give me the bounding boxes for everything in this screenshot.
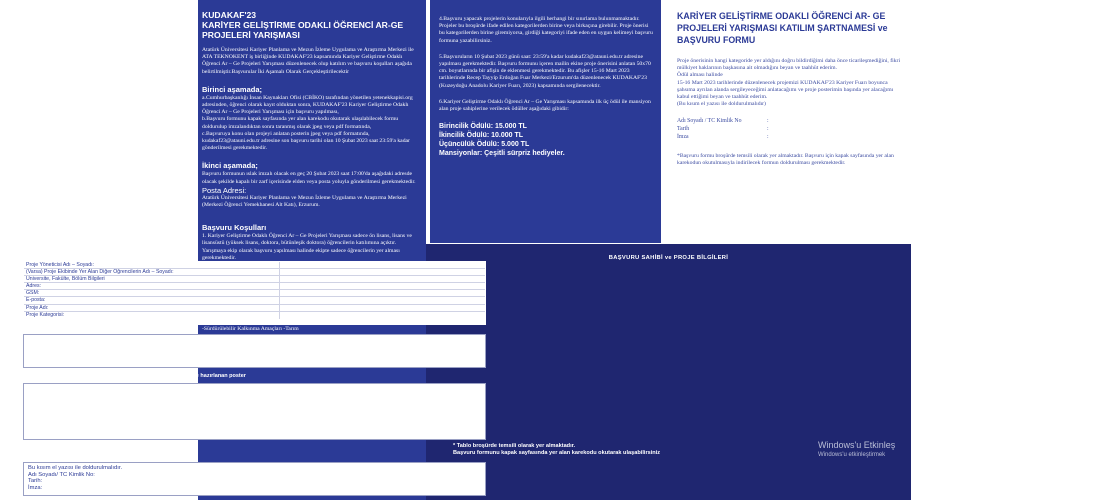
row-value-cell[interactable] (280, 305, 485, 311)
row-label: Üniversite, Fakülte, Bölüm Bilgileri (24, 276, 280, 282)
row-value-cell[interactable] (280, 269, 485, 275)
table-row (24, 262, 485, 269)
field-signature (677, 134, 903, 142)
poster-label: Projemizi anlatan ve KUDAKAF'23 kapsamında sergilenmek üzere hazırlanan poster (27, 373, 246, 379)
row-label: (Varsa) Proje Ekibinde Yer Alan Diğer Öğrencilerin Adı – Soyadı: (24, 269, 280, 275)
row-value-cell[interactable] (280, 262, 485, 268)
form-notes (453, 443, 660, 457)
signature-box[interactable] (23, 462, 486, 496)
left-title: KUDAKAF'23 KARİYER GELİŞTİRME ODAKLI ÖĞRENCİ AR-GE PROJELERİ YARIŞMASI (202, 10, 404, 40)
declaration-fields (677, 118, 903, 141)
row-value-cell[interactable] (280, 283, 485, 289)
condition-1: 1. Kariyer Geliştirme Odaklı Öğrenci Ar – Ge Projeleri Yarışması sadece ön lisans, lisans ve lisansüstü (yüksek lisans, doktora, bütünleşik doktora) öğrencilerin katılımına açıktır. Yarışmaya ekip olarak başvuru yapılması halinde ekipte sadece öğrencilerin yer alması gerekmektedir. (202, 233, 412, 261)
applicant-info-table (23, 261, 486, 325)
row-label: Proje Yöneticisi Adı – Soyadı: (24, 262, 280, 268)
paragraph-6: 6.Kariyer Geliştirme Odaklı Öğrenci Ar – Ge Yarışması kapsamında ilk üç ödül ile mansiyon alan proje sahiplerine verilecek ödüller aşağıdaki gibidir: (439, 98, 651, 113)
row-value-cell[interactable] (280, 290, 485, 296)
paragraph-5: 5.Başvuruların 10 Şubat 2023 günü saat: 23:59'a kadar kudakaf23@atauni.edu.tr adresine yapılması gerekmektedir. Başvuru formunu içeren mailin ekine proje önerisini anlatan 50x70 cm. boyutlarında bir afişin de eklenmesi gerekmektedir. Bu afişler 15-16 Mart 2023 tarihlerinde Recep Tayyip Erdoğan Fuar Merkezi/Erzurum'da düzenlenecek KUDAKAF'23 (Kuzeydoğu Anadolu Kariyer Fuarı, 2023) kapsamında sergilenecektir. (439, 53, 651, 89)
field-separator: : (767, 126, 769, 133)
signature-line: Tarih: (28, 478, 43, 485)
signature-line: Bu kısım el yazısı ile doldurulmalıdır. (28, 465, 123, 471)
row-value-cell[interactable] (280, 312, 485, 319)
prize-first: Birincilik Ödülü: 15.000 TL (439, 123, 527, 131)
prize-second: İkincilik Ödülü: 10.000 TL (439, 132, 524, 140)
row-label: GSM: (24, 290, 280, 296)
row-value-cell[interactable] (280, 276, 485, 282)
table-row (24, 283, 485, 290)
form-footnote: *Başvuru formu broşürde temsili olarak yer almaktadır. Başvuru için kapak sayfasında yer alan karekodun okutulmasıyla indirilecek formun doldurulması gerekmektedir. (677, 153, 894, 167)
signature-line: İmza: (28, 484, 43, 491)
conditions-heading: Başvuru Koşulları (202, 223, 267, 233)
row-label: Proje Kategorisi: (24, 312, 280, 319)
prize-third: Üçüncülük Ödülü: 5.000 TL (439, 141, 530, 149)
form-title: BAŞVURU SAHİBİ ve PROJE BİLGİLERİ (608, 255, 729, 261)
prize-list (439, 122, 653, 158)
project-summary-box[interactable] (23, 334, 486, 368)
form-note-2: Başvuru formunu kapak sayfasında yer alan karekodu okutarak ulaşabilirsiniz (453, 450, 661, 456)
poster-box[interactable] (23, 383, 486, 440)
stage2-heading: İkinci aşamada; (202, 161, 258, 171)
row-label: Proje Adı: (24, 305, 280, 311)
field-name-id (677, 118, 903, 126)
declaration-text: Proje önerisinin hangi kategoride yer aldığını doğru bildirdiğimi daha önce ticarileşmediğini, fikri mülkiyet haklarının başkasına ait olmadığını beyan ve taahhüt ederim. Ödül alması halinde 15-16 Mart 2023 tarihlerinde düzenlenecek projemizi KUDAKAF'23 Kariyer Fuarı boyunca şahsıma ayrılan alanda sergileyeceğimi anlatacağımı ve proje posterimin başında yer alacağımı kabul ettiğimi beyan ve taahhüt ederim. (Bu kısım el yazısı ile doldurulmalıdır) (677, 58, 901, 108)
stage1-text: a.Cumhurbaşkanlığı İnsan Kaynakları Ofisi (CBİKO) tarafından yönetilen yetenekkapisi.org adresinden, öğrenci olarak kayıt olduktan sonra, KUDAKAF'23 Kariyer Geliştirme Odaklı Öğrenci Ar – Ge Projeleri Yarışması için başvuru yapılması, b.Başvuru formunu kapak sayfasında yer alan karekodu okutarak ulaşılabilecek formu doldurulup imzalandıktan sonra taranmış olarak jpeg veya pdf formatında, c.Başvuruya konu olan projeyi anlatan posterin jpeg veya pdf formatında, kudakaf23@atauni.edu.tr adresine son başvuru tarihi olan 10 Şubat 2023 saat 23:59'a kadar gönderilmesi gerekmektedir. (202, 94, 413, 152)
field-label: İmza (677, 133, 689, 140)
stage2-text: Başvuru formunun ıslak imzalı olacak en geç 20 Şubat 2023 saat 17:00'da aşağıdaki adresde olacak şekilde kapalı bir zarf içerisinde elden veya posta yoluyla gönderilmesi gerekmektedir. (202, 171, 416, 185)
watermark-subtitle: Windows'u etkinleştirmek (818, 452, 886, 458)
row-label: Adres: (24, 283, 280, 289)
middle-column (430, 0, 661, 243)
field-date (677, 126, 903, 134)
field-separator: : (767, 133, 769, 140)
windows-activation-watermark (818, 440, 895, 460)
row-label: E-posta: (24, 297, 280, 303)
table-row (24, 297, 485, 304)
right-column (661, 0, 911, 243)
table-row (24, 290, 485, 297)
paragraph-4: 4.Başvuru yapacak projelerin konularıyla ilgili herhangi bir sınırlama bulunmamaktadır. Projeler bu broşürde ifade edilen kategorilerden birine veya birkaçına girebilir. Proje önerisi bu kategorilerden birine giremiyorsa, girdiği kategoriyi ifade eden en uygun kelimeyi başvuru formuna yazabilirsiniz. (439, 16, 653, 44)
condition-3: -Sürdürülebilir Kalkınma Amaçları -Tarım (202, 326, 299, 333)
form-note-1: * Tablo broşürde temsili olarak yer almaktadır. (453, 443, 576, 449)
application-form-panel (426, 244, 911, 500)
intro-paragraph: Atatürk Üniversitesi Kariyer Planlama ve Mezun İzleme Uygulama ve Araştırma Merkezi ile ATA TEKNOKENT iş birliğinde KUDAKAF'23 kapsamında Kariyer Geliştirme Odaklı Öğrenci Ar – Ge Projeleri Yarışması düzenlenecek olup katılım ve başvuru koşulları aşağıda belirtilmiştir.Başvurular İki Aşamalı Olarak Gerçekleştirilecektir (202, 47, 414, 75)
field-separator: : (767, 118, 769, 125)
table-row (24, 276, 485, 283)
table-row (24, 312, 485, 319)
stage1-heading: Birinci aşamada; (202, 84, 263, 94)
table-row (24, 269, 485, 276)
address-text: Atatürk Üniversitesi Kariyer Planlama ve Mezun İzleme Uygulama ve Araştırma Merkezi (Merkezi Öğrenci Yemekhanesi Alt Katı), Erzurum. (202, 194, 407, 209)
watermark-title: Windows'u Etkinleş (818, 440, 896, 450)
address-label: Posta Adresi: (202, 185, 247, 195)
table-row (24, 305, 485, 312)
prize-mention: Mansiyonlar: Çeşitli sürpriz hediyeler. (439, 150, 565, 158)
field-label: Adı Soyadı / TC Kimlik No (677, 118, 742, 125)
field-label: Tarih (677, 126, 690, 133)
right-title: KARİYER GELİŞTİRME ODAKLI ÖĞRENCİ AR- GE PROJELERİ YARIŞMASI KATILIM ŞARTNAMESİ ve BAŞVURU FORMU (677, 11, 888, 45)
row-value-cell[interactable] (280, 297, 485, 303)
summary-label: Projenin Açıklaması (en az 500 – en fazla 3000 kelime) (24, 325, 165, 331)
signature-line: Adı Soyadı/ TC Kimlik No: (28, 471, 95, 478)
